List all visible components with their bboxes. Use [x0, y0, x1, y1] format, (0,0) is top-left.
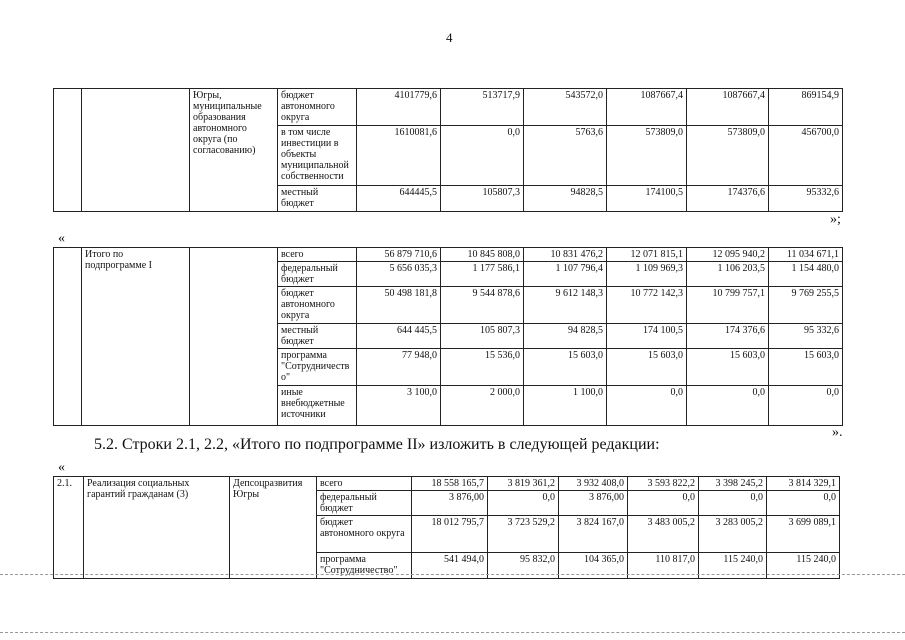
row-label: бюджет автономного округа	[317, 516, 412, 553]
value-cell: 15 536,0	[441, 349, 524, 386]
row-label: иные внебюджетные источники	[278, 386, 357, 426]
value-cell: 15 603,0	[524, 349, 607, 386]
row-label: в том числе инвестиции в объекты муниципальной собственности	[278, 126, 357, 186]
value-cell: 0,0	[628, 491, 699, 516]
row-label: местный бюджет	[278, 324, 357, 349]
value-cell: 1 100,0	[524, 386, 607, 426]
page-number: 4	[446, 30, 453, 45]
value-cell: 10 845 808,0	[441, 248, 524, 262]
value-cell: 3 699 089,1	[767, 516, 840, 553]
row-label: программа "Сотрудничество"	[317, 553, 412, 579]
table-subprogram-1-total	[53, 247, 843, 426]
value-cell: 11 034 671,1	[769, 248, 843, 262]
closing-quote: »;	[830, 212, 841, 227]
value-cell: 77 948,0	[357, 349, 441, 386]
value-cell: 513717,9	[441, 89, 524, 126]
value-cell: 9 612 148,3	[524, 287, 607, 324]
value-cell: 644445,5	[357, 186, 441, 212]
value-cell: 9 544 878,6	[441, 287, 524, 324]
section-heading: 5.2. Строки 2.1, 2.2, «Итого по подпрограмме II» изложить в следующей редакции:	[94, 436, 660, 453]
value-cell: 2 000,0	[441, 386, 524, 426]
value-cell: 115 240,0	[767, 553, 840, 579]
row-label: бюджет автономного округа	[278, 287, 357, 324]
table-row	[54, 89, 843, 126]
value-cell: 174376,6	[687, 186, 769, 212]
value-cell: 0,0	[687, 386, 769, 426]
value-cell: 3 932 408,0	[559, 477, 628, 491]
value-cell: 115 240,0	[699, 553, 767, 579]
row-label: федеральный бюджет	[317, 491, 412, 516]
value-cell: 869154,9	[769, 89, 843, 126]
row-label: всего	[278, 248, 357, 262]
value-cell: 95 832,0	[488, 553, 559, 579]
value-cell: 18 558 165,7	[412, 477, 488, 491]
value-cell: 105 807,3	[441, 324, 524, 349]
table-row-2-1	[53, 476, 840, 579]
measure-name: Реализация социальных гарантий гражданам (3)	[84, 477, 230, 579]
value-cell: 5 656 035,3	[357, 262, 441, 287]
value-cell: 12 095 940,2	[687, 248, 769, 262]
value-cell: 3 814 329,1	[767, 477, 840, 491]
value-cell: 3 593 822,2	[628, 477, 699, 491]
value-cell: 15 603,0	[607, 349, 687, 386]
value-cell: 15 603,0	[769, 349, 843, 386]
value-cell: 1 154 480,0	[769, 262, 843, 287]
executor: Депсоцразвития Югры	[230, 477, 317, 579]
table-row	[54, 248, 843, 262]
scan-fold-line	[0, 574, 905, 575]
value-cell: 5763,6	[524, 126, 607, 186]
value-cell: 3 398 245,2	[699, 477, 767, 491]
value-cell: 1 107 796,4	[524, 262, 607, 287]
value-cell: 110 817,0	[628, 553, 699, 579]
value-cell: 95332,6	[769, 186, 843, 212]
value-cell: 56 879 710,6	[357, 248, 441, 262]
value-cell: 0,0	[769, 386, 843, 426]
value-cell: 104 365,0	[559, 553, 628, 579]
value-cell: 1 177 586,1	[441, 262, 524, 287]
row-number: 2.1.	[54, 477, 84, 579]
value-cell: 1 109 969,3	[607, 262, 687, 287]
scan-edge-line	[0, 632, 905, 633]
value-cell: 18 012 795,7	[412, 516, 488, 553]
value-cell: 3 876,00	[412, 491, 488, 516]
value-cell: 543572,0	[524, 89, 607, 126]
value-cell: 0,0	[699, 491, 767, 516]
value-cell: 4101779,6	[357, 89, 441, 126]
value-cell: 10 799 757,1	[687, 287, 769, 324]
value-cell: 105807,3	[441, 186, 524, 212]
value-cell: 10 772 142,3	[607, 287, 687, 324]
opening-quote: «	[58, 460, 65, 475]
value-cell: 15 603,0	[687, 349, 769, 386]
value-cell: 1087667,4	[607, 89, 687, 126]
value-cell: 3 283 005,2	[699, 516, 767, 553]
value-cell: 174 376,6	[687, 324, 769, 349]
value-cell: 0,0	[767, 491, 840, 516]
row-label: всего	[317, 477, 412, 491]
row-label: программа "Сотрудничеств о"	[278, 349, 357, 386]
row-label: бюджет автономного округа	[278, 89, 357, 126]
value-cell: 3 824 167,0	[559, 516, 628, 553]
value-cell: 573809,0	[607, 126, 687, 186]
value-cell: 1 106 203,5	[687, 262, 769, 287]
value-cell: 10 831 476,2	[524, 248, 607, 262]
value-cell: 1087667,4	[687, 89, 769, 126]
value-cell: 0,0	[441, 126, 524, 186]
value-cell: 3 819 361,2	[488, 477, 559, 491]
value-cell: 50 498 181,8	[357, 287, 441, 324]
value-cell: 95 332,6	[769, 324, 843, 349]
table-row	[54, 477, 840, 491]
value-cell: 0,0	[607, 386, 687, 426]
table-continuation	[53, 88, 843, 212]
value-cell: 94 828,5	[524, 324, 607, 349]
value-cell: 456700,0	[769, 126, 843, 186]
value-cell: 174 100,5	[607, 324, 687, 349]
value-cell: 3 483 005,2	[628, 516, 699, 553]
value-cell: 9 769 255,5	[769, 287, 843, 324]
value-cell: 3 876,00	[559, 491, 628, 516]
value-cell: 174100,5	[607, 186, 687, 212]
row-label: федеральный бюджет	[278, 262, 357, 287]
value-cell: 0,0	[488, 491, 559, 516]
value-cell: 573809,0	[687, 126, 769, 186]
value-cell: 1610081,6	[357, 126, 441, 186]
value-cell: 12 071 815,1	[607, 248, 687, 262]
value-cell: 94828,5	[524, 186, 607, 212]
opening-quote: «	[58, 231, 65, 246]
row-label: местный бюджет	[278, 186, 357, 212]
value-cell: 3 100,0	[357, 386, 441, 426]
value-cell: 3 723 529,2	[488, 516, 559, 553]
value-cell: 541 494,0	[412, 553, 488, 579]
closing-quote: ».	[832, 425, 843, 440]
value-cell: 644 445,5	[357, 324, 441, 349]
org-cell: Югры, муниципальные образования автономного округа (по согласованию)	[190, 89, 278, 212]
subprogram-title: Итого по подпрограмме I	[82, 248, 190, 426]
